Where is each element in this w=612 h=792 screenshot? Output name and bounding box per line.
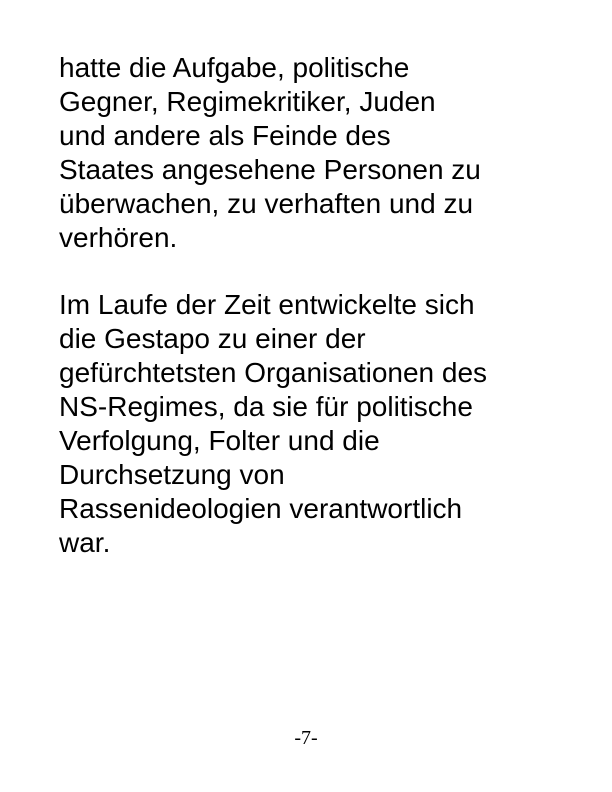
- text-line: Im Laufe der Zeit entwickelte sich: [59, 289, 475, 320]
- text-line: und andere als Feinde des: [59, 120, 391, 151]
- text-line: gefürchtetsten Organisationen des: [59, 357, 488, 388]
- text-line: Durchsetzung von: [59, 459, 285, 490]
- text-line: verhören.: [59, 222, 178, 253]
- text-line: hatte die Aufgabe, politische: [59, 52, 410, 83]
- text-line: NS-Regimes, da sie für politische: [59, 391, 473, 422]
- text-line: Staates angesehene Personen zu: [59, 154, 481, 185]
- text-line: Gegner, Regimekritiker, Juden: [59, 86, 436, 117]
- text-line: Rassenideologien verantwortlich: [59, 493, 463, 524]
- text-line: war.: [59, 527, 111, 558]
- text-line: überwachen, zu verhaften und zu: [59, 188, 474, 219]
- text-line: Verfolgung, Folter und die: [59, 425, 380, 456]
- page-number: -7-: [294, 727, 318, 749]
- paragraph: [59, 288, 589, 560]
- paragraph: [59, 51, 589, 255]
- text-line: die Gestapo zu einer der: [59, 323, 366, 354]
